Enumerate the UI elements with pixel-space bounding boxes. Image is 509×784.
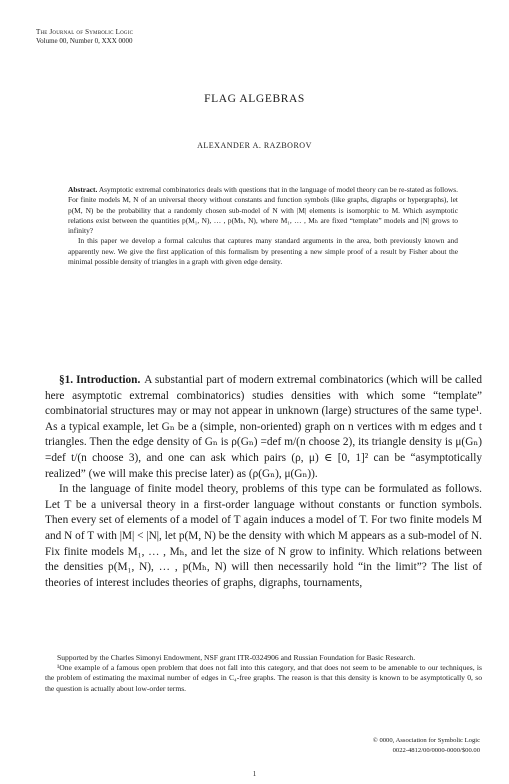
section-heading: §1. Introduction. [59, 374, 141, 386]
copyright-line-1: © 0000, Association for Symbolic Logic [372, 737, 480, 744]
intro-paragraph-1 [45, 373, 482, 482]
section-introduction [45, 373, 482, 591]
paper-author: ALEXANDER A. RAZBOROV [197, 141, 312, 150]
volume-line: Volume 00, Number 0, XXX 0000 [36, 37, 133, 45]
abstract [68, 185, 458, 267]
paper-title: FLAG ALGEBRAS [204, 93, 305, 105]
intro-paragraph-2: In the language of finite model theory, problems of this type can be formulated as follows. Let T be a universal theory in a first-order language without constants or function symbols. Then every set of elements of a model of T again induces a model of T. For two finite models M and N of T with |M| < |N|, let p(M, N) be the density with which M appears as a sub-model of N. Fix finite models M₁, … , Mₕ, and let the size of N grow to infinity. Which relations between the densities p(M₁, N), … , p(Mₕ, N) will then necessarily hold “in the limit”? The list of theories of interest includes theories of graphs, digraphs, tournaments, [45, 483, 482, 589]
footnote-1: ¹One example of a famous open problem that does not fall into this category, and that does not seem to be amenable to our techniques, is the problem of estimating the maximal number of edges in C₄-free graphs. The reason is that this density is known to be asymptotically 0, so the question is actually about low-order terms. [45, 663, 482, 693]
footnotes [45, 653, 482, 694]
abstract-paragraph-1 [68, 185, 458, 236]
journal-header [36, 28, 133, 46]
abstract-text-1: Asymptotic extremal combinatorics deals with questions that in the language of model theory can be re-stated as follows. For finite models M, N of an universal theory without constants and function symbols (like graphs, digraphs or hypergraphs), let p(M, N) be the probability that a randomly chosen sub-model of N with |M| elements is isomorphic to M. Which asymptotic relations exist between the quantities p(M₁, N), … , p(Mₕ, N), where M₁, … , Mₕ are fixed “template” models and |N| grows to infinity? [68, 185, 458, 236]
journal-name: The Journal of Symbolic Logic [36, 28, 134, 36]
footnote-support: Supported by the Charles Simonyi Endowment, NSF grant ITR-0324906 and Russian Foundation for Basic Research. [57, 653, 416, 662]
copyright-line-2: 0022-4812/00/0000-0000/$00.00 [392, 746, 480, 754]
abstract-label: Abstract. [68, 185, 98, 194]
copyright-notice [373, 736, 480, 755]
intro-text-1: A substantial part of modern extremal combinatorics (which will be called here asymptotic extremal combinatorics) studies densities with which some “template” combinatorial structures may or may not appear in unknown (large) structures of the same type¹. As a typical example, let Gₙ be a (simple, non-oriented) graph on n vertices with m edges and t triangles. Then the edge density of Gₙ is ρ(Gₙ) =def m/(n choose 2), its triangle density is μ(Gₙ) =def t/(n choose 3), and one can ask which pairs (ρ, μ) ∈ [0, 1]² can be “asymptotically realized” (we will make this precise later) as (ρ(Gₙ), μ(Gₙ)). [45, 374, 482, 480]
page-number: 1 [252, 770, 257, 778]
abstract-paragraph-2: In this paper we develop a formal calculus that captures many standard arguments in the area, both previously known and apparently new. We give the first application of this formalism by presenting a new simple proof of a result by Fisher about the minimal possible density of triangles in a graph with given edge density. [68, 236, 458, 267]
